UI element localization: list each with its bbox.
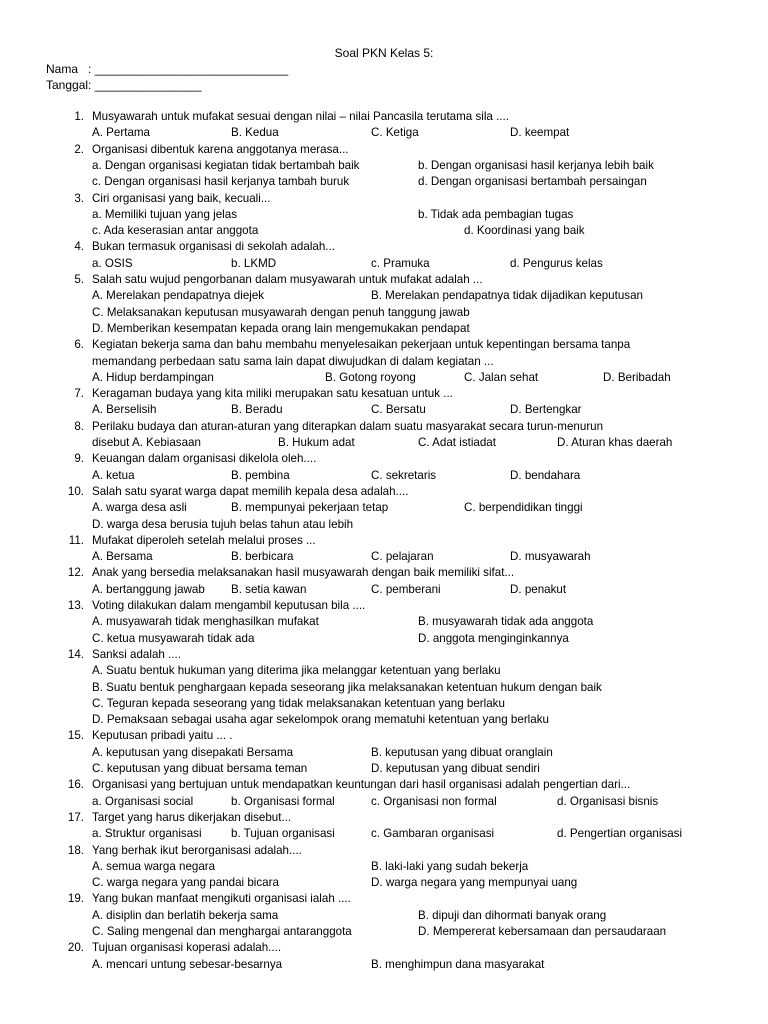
answer-option[interactable]: C. Saling mengenal dan menghargai antaranggota xyxy=(92,925,352,938)
answer-option[interactable]: b. Tidak ada pembagian tugas xyxy=(418,207,574,221)
date-blank[interactable]: ________________ xyxy=(94,78,202,92)
answer-option[interactable]: B. Kedua xyxy=(231,126,279,140)
answer-option[interactable]: C. warga negara yang pandai bicara xyxy=(92,876,279,890)
answer-option[interactable]: D. Mempererat kebersamaan dan persaudaraan xyxy=(418,925,667,938)
answer-option[interactable]: C. Ketiga xyxy=(371,126,419,140)
answer-option[interactable]: C. Jalan sehat xyxy=(464,370,539,384)
question-number: 18. xyxy=(67,843,84,857)
answer-option[interactable]: c. Gambaran organisasi xyxy=(371,827,495,841)
answer-option[interactable]: B. Merelakan pendapatnya tidak dijadikan keputusan xyxy=(371,289,643,303)
answer-option[interactable]: A. mencari untung sebesar-besarnya xyxy=(92,957,283,971)
answer-option[interactable]: a. Struktur organisasi xyxy=(92,827,202,841)
answer-option[interactable]: C. Adat istiadat xyxy=(418,436,496,449)
answer-option[interactable]: a. Organisasi social xyxy=(92,794,194,808)
answer-option[interactable]: A. Suatu bentuk hukuman yang diterima jika melanggar ketentuan yang berlaku xyxy=(92,664,501,678)
question-text: Bukan termasuk organisasi di sekolah adalah... xyxy=(92,240,335,254)
answer-option[interactable]: B. laki-laki yang sudah bekerja xyxy=(371,859,529,873)
question-number: 12. xyxy=(67,566,84,580)
answer-option[interactable]: a. Memiliki tujuan yang jelas xyxy=(92,207,237,221)
answer-option[interactable]: a. Dengan organisasi kegiatan tidak bertambah baik xyxy=(92,158,360,172)
answer-option[interactable]: A. Bersama xyxy=(92,550,153,564)
answer-option[interactable]: C. Bersatu xyxy=(371,403,426,417)
answer-option[interactable]: D. keempat xyxy=(510,126,570,140)
answer-option[interactable]: c. Ada keserasian antar anggota xyxy=(92,224,259,238)
question-text: memandang perbedaan satu sama lain dapat diwujudkan di dalam kegiatan ... xyxy=(92,354,494,368)
answer-option[interactable]: A. bertanggung jawab xyxy=(92,582,205,596)
answer-option[interactable]: D. Bertengkar xyxy=(510,403,582,417)
question-text: Keputusan pribadi yaitu ... . xyxy=(92,729,233,743)
answer-option[interactable]: B. dipuji dan dihormati banyak orang xyxy=(418,908,607,922)
answer-option[interactable]: C. ketua musyawarah tidak ada xyxy=(92,631,255,645)
question-number: 17. xyxy=(67,810,84,824)
answer-option[interactable]: B. berbicara xyxy=(231,550,294,564)
answer-option[interactable]: b. Tujuan organisasi xyxy=(231,827,335,841)
question-text: Anak yang bersedia melaksanakan hasil musyawarah dengan baik memiliki sifat... xyxy=(92,566,515,580)
question-text: Yang bukan manfaat mengikuti organisasi ialah .... xyxy=(92,892,351,906)
answer-option[interactable]: b. Organisasi formal xyxy=(231,794,335,808)
answer-option[interactable]: A. semua warga negara xyxy=(92,859,216,873)
question-number: 19. xyxy=(67,892,84,906)
answer-option[interactable]: b. LKMD xyxy=(231,256,277,270)
answer-option[interactable]: B. musyawarah tidak ada anggota xyxy=(418,615,594,629)
question-text: Salah satu syarat warga dapat memilih kepala desa adalah.... xyxy=(92,484,409,498)
answer-option[interactable]: C. pelajaran xyxy=(371,550,434,564)
answer-option[interactable]: C. pemberani xyxy=(371,582,441,596)
answer-option[interactable]: B. Gotong royong xyxy=(325,370,416,384)
question-number: 16. xyxy=(67,778,84,792)
question-number: 1. xyxy=(74,110,84,123)
answer-option[interactable]: c. Organisasi non formal xyxy=(371,794,497,808)
question-number: 7. xyxy=(74,387,84,401)
question-text: Ciri organisasi yang baik, kecuali... xyxy=(92,191,271,205)
name-field-row xyxy=(46,61,288,77)
date-field-row xyxy=(46,77,201,93)
answer-option[interactable]: d. Pengertian organisasi xyxy=(557,827,683,841)
answer-option[interactable]: D. Pemaksaan sebagai usaha agar sekelompok orang mematuhi ketentuan yang berlaku xyxy=(92,713,549,727)
question-number: 10. xyxy=(67,484,84,498)
answer-option[interactable]: B. keputusan yang dibuat oranglain xyxy=(371,745,553,759)
answer-option[interactable]: A. Pertama xyxy=(92,126,150,140)
question-text: Organisasi yang bertujuan untuk mendapatkan keuntungan dari hasil organisasi adalah pengertian dari... xyxy=(92,778,631,792)
answer-option[interactable]: c. Pramuka xyxy=(371,256,430,270)
name-label: Nama : xyxy=(46,62,95,76)
question-text: Musyawarah untuk mufakat sesuai dengan nilai – nilai Pancasila terutama sila .... xyxy=(92,110,509,123)
answer-option[interactable]: C. Melaksanakan keputusan musyawarah dengan penuh tanggung jawab xyxy=(92,305,470,319)
question-number: 2. xyxy=(74,142,84,156)
answer-option[interactable]: C. keputusan yang dibuat bersama teman xyxy=(92,762,308,775)
question-text: Keragaman budaya yang kita miliki merupakan satu kesatuan untuk ... xyxy=(92,387,453,401)
answer-option[interactable]: C. sekretaris xyxy=(371,468,437,482)
answer-option[interactable]: A. disiplin dan berlatih bekerja sama xyxy=(92,908,279,922)
answer-option[interactable]: b. Dengan organisasi hasil kerjanya lebih baik xyxy=(418,158,654,172)
answer-option[interactable]: A. warga desa asli xyxy=(92,501,187,515)
answer-option[interactable]: B. setia kawan xyxy=(231,582,307,596)
question-text: Mufakat diperoleh setelah melalui proses ... xyxy=(92,533,316,547)
question-text: Perilaku budaya dan aturan-aturan yang diterapkan dalam suatu masyarakat secara turun-menurun xyxy=(92,419,604,433)
answer-option[interactable]: B. menghimpun dana masyarakat xyxy=(371,957,545,971)
answer-option[interactable]: D. penakut xyxy=(510,582,567,596)
question-text: Organisasi dibentuk karena anggotanya merasa... xyxy=(92,142,349,156)
question-text: Voting dilakukan dalam mengambil keputusan bila .... xyxy=(92,599,366,612)
page-title: Soal PKN Kelas 5: xyxy=(334,46,434,60)
answer-option[interactable]: D. Aturan khas daerah xyxy=(557,436,673,449)
answer-option[interactable]: d. Pengurus kelas xyxy=(510,256,603,270)
question-number: 8. xyxy=(74,419,84,433)
answer-option[interactable]: d. Dengan organisasi bertambah persaingan xyxy=(418,175,647,189)
answer-option[interactable]: d. Organisasi bisnis xyxy=(557,794,659,808)
answer-option[interactable]: D. Beribadah xyxy=(603,370,671,384)
answer-option[interactable]: D. anggota menginginkannya xyxy=(418,631,569,645)
answer-option[interactable]: A. keputusan yang disepakati Bersama xyxy=(92,745,294,759)
name-blank[interactable]: _____________________________ xyxy=(94,62,289,76)
answer-option[interactable]: C. Teguran kepada seseorang yang tidak melaksanakan ketentuan yang berlaku xyxy=(92,696,505,710)
answer-option[interactable]: D. Memberikan kesempatan kepada orang lain mengemukakan pendapat xyxy=(92,321,470,335)
date-label: Tanggal: xyxy=(46,78,95,92)
question-number: 3. xyxy=(74,191,84,205)
question-number: 14. xyxy=(67,647,84,661)
question-text: Yang berhak ikut berorganisasi adalah.... xyxy=(92,843,302,857)
question-number: 6. xyxy=(74,338,84,352)
answer-option[interactable]: A. musyawarah tidak menghasilkan mufakat xyxy=(92,615,319,629)
answer-option[interactable]: A. ketua xyxy=(92,468,135,482)
answer-option[interactable]: A. Berselisih xyxy=(92,403,157,417)
answer-option[interactable]: B. Hukum adat xyxy=(278,436,355,449)
answer-option[interactable]: a. OSIS xyxy=(92,256,133,270)
answer-option[interactable]: B. mempunyai pekerjaan tetap xyxy=(231,501,389,515)
answer-option[interactable]: B. Suatu bentuk penghargaan kepada seseorang jika melaksanakan ketentuan hukum dengan baik xyxy=(92,680,602,694)
answer-option[interactable]: disebut A. Kebiasaan xyxy=(92,436,201,449)
question-text: Kegiatan bekerja sama dan bahu membahu menyelesaikan pekerjaan untuk kepentingan bersama tanpa xyxy=(92,338,631,352)
question-number: 13. xyxy=(67,599,84,612)
question-number: 4. xyxy=(74,240,84,254)
answer-option[interactable]: d. Koordinasi yang baik xyxy=(464,224,585,238)
question-text: Salah satu wujud pengorbanan dalam musyawarah untuk mufakat adalah ... xyxy=(92,273,483,286)
answer-option[interactable]: A. Merelakan pendapatnya diejek xyxy=(92,289,265,303)
answer-option[interactable]: D. keputusan yang dibuat sendiri xyxy=(371,762,540,775)
answer-option[interactable]: c. Dengan organisasi hasil kerjanya tambah buruk xyxy=(92,175,350,189)
answer-option[interactable]: D. warga desa berusia tujuh belas tahun atau lebih xyxy=(92,517,354,531)
question-text: Sanksi adalah .... xyxy=(92,647,181,661)
question-text: Keuangan dalam organisasi dikelola oleh.... xyxy=(92,452,317,466)
question-number: 9. xyxy=(74,452,84,466)
answer-option[interactable]: D. bendahara xyxy=(510,468,581,482)
question-text: Target yang harus dikerjakan disebut... xyxy=(92,810,292,824)
question-number: 11. xyxy=(68,533,84,547)
answer-option[interactable]: B. Beradu xyxy=(231,403,283,417)
answer-option[interactable]: A. Hidup berdampingan xyxy=(92,370,214,384)
question-number: 15. xyxy=(67,729,84,743)
question-text: Tujuan organisasi koperasi adalah.... xyxy=(92,941,282,955)
question-number: 20. xyxy=(67,941,84,955)
answer-option[interactable]: D. warga negara yang mempunyai uang xyxy=(371,876,578,890)
answer-option[interactable]: D. musyawarah xyxy=(510,550,591,564)
answer-option[interactable]: C. berpendidikan tinggi xyxy=(464,501,583,515)
question-number: 5. xyxy=(74,273,84,286)
answer-option[interactable]: B. pembina xyxy=(231,468,290,482)
